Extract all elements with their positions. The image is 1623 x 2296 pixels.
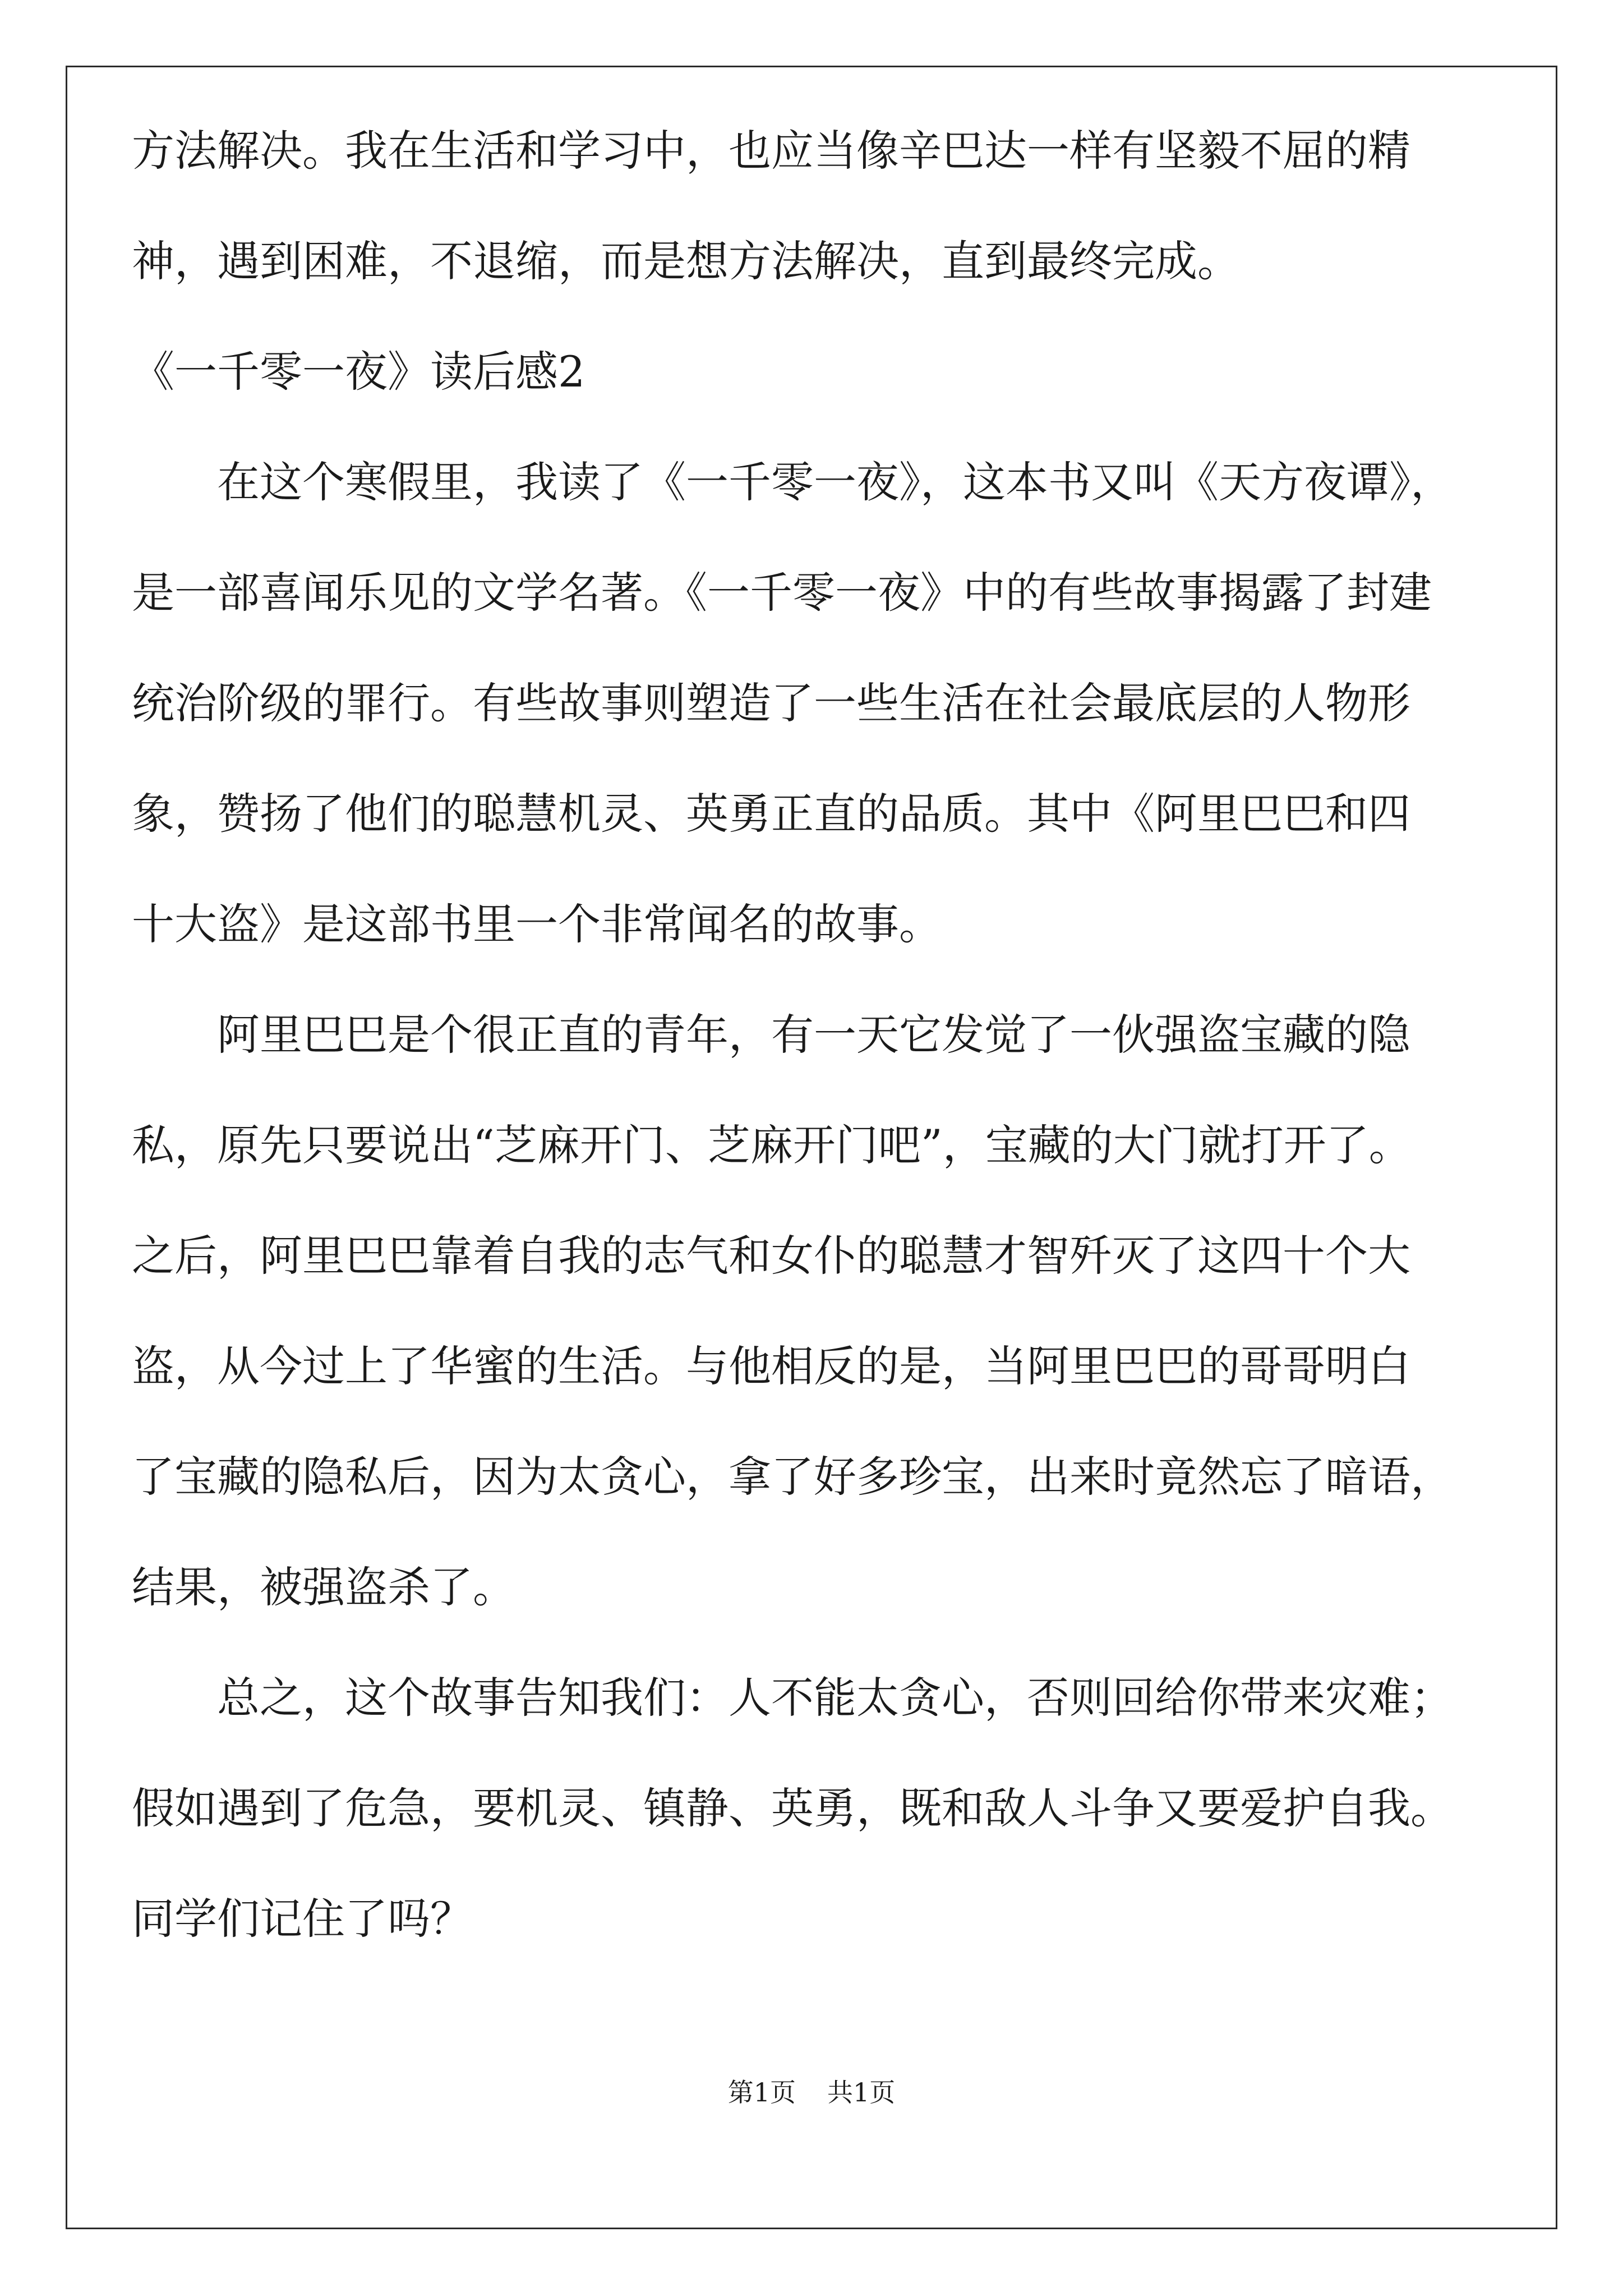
text-line: 统治阶级的罪行。有些故事则塑造了一些生活在社会最底层的人物形 (132, 678, 1410, 728)
text-line: 神，遇到困难，不退缩，而是想方法解决，直到最终完成。 (132, 236, 1240, 286)
section-title: 《一千零一夜》读后感2 (132, 347, 585, 397)
text-line: 之后，阿里巴巴靠着自我的志气和女仆的聪慧才智歼灭了这四十个大 (132, 1231, 1410, 1281)
document-body (132, 95, 1453, 1974)
page-total: 共1页 (827, 2077, 896, 2108)
text-line: 方法解决。我在生活和学习中，也应当像辛巴达一样有坚毅不屈的精 (132, 126, 1410, 176)
paragraph-1 (132, 427, 1453, 979)
text-line: 盗，从今过上了华蜜的生活。与他相反的是，当阿里巴巴的哥哥明白 (132, 1341, 1410, 1391)
text-line: 同学们记住了吗？ (132, 1894, 473, 1944)
text-line: 总之，这个故事告知我们：人不能太贪心，否则回给你带来灾难； (217, 1673, 1453, 1723)
text-line: 私，原先只要说出“芝麻开门、芝麻开门吧”，宝藏的大门就打开了。 (132, 1120, 1412, 1170)
text-line: 是一部喜闻乐见的文学名著。《一千零一夜》中的有些故事揭露了封建 (132, 568, 1432, 618)
paragraph-3 (132, 1642, 1453, 1974)
text-line: 十大盗》是这部书里一个非常闻名的故事。 (132, 899, 942, 949)
text-line: 象，赞扬了他们的聪慧机灵、英勇正直的品质。其中《阿里巴巴和四 (132, 789, 1410, 839)
page-footer (0, 2076, 1623, 2109)
text-line: 在这个寒假里，我读了《一千零一夜》，这本书又叫《天方夜谭》， (217, 457, 1453, 507)
text-line: 阿里巴巴是个很正直的青年，有一天它发觉了一伙强盗宝藏的隐 (217, 1010, 1410, 1060)
text-line: 了宝藏的隐私后，因为太贪心，拿了好多珍宝，出来时竟然忘了暗语， (132, 1452, 1453, 1502)
text-line: 结果，被强盗杀了。 (132, 1562, 515, 1612)
paragraph-2 (132, 979, 1453, 1642)
text-line: 假如遇到了危急，要机灵、镇静、英勇，既和敌人斗争又要爱护自我。 (132, 1783, 1453, 1833)
page-number: 第1页 (727, 2077, 796, 2108)
